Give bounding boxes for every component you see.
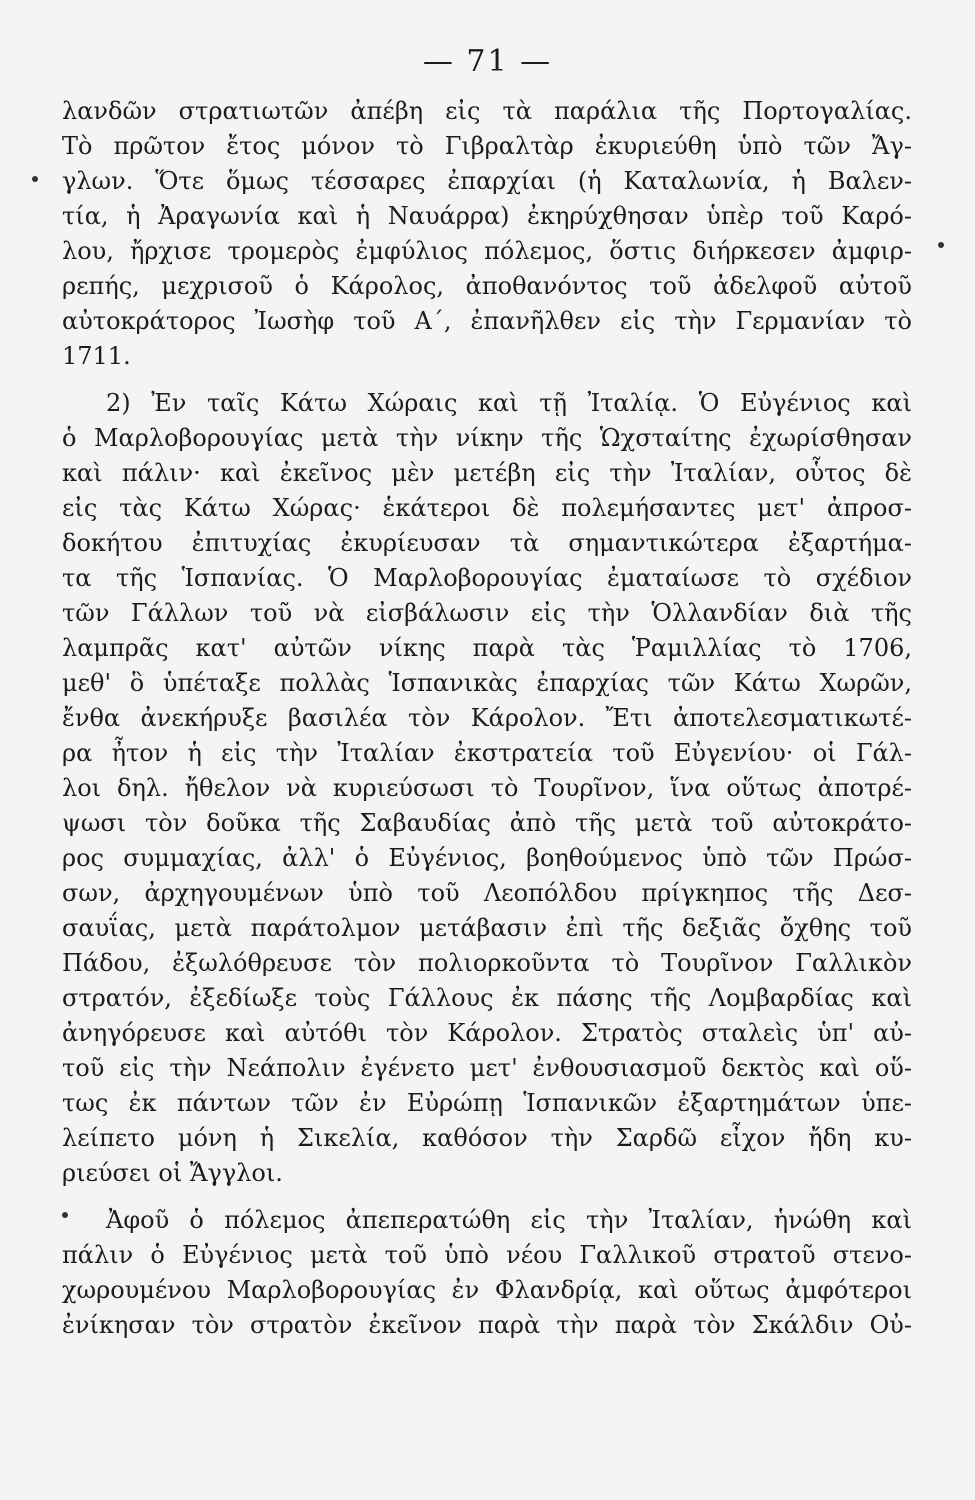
text-line: λείπετο μόνη ἡ Σικελία, καθόσον τὴν Σαρδῶ εἶχον ἤδη κυ-: [62, 1124, 912, 1152]
text-line: αὐτοκράτορος Ἰωσὴφ τοῦ Α΄, ἐπανῆλθεν εἰς τὴν Γερμανίαν τὸ: [62, 307, 912, 335]
text-line: ρεπής, μεχρισοῦ ὁ Κάρολος, ἀποθανόντος τοῦ ἀδελφοῦ αὐτοῦ: [62, 272, 912, 300]
body-text: [62, 94, 912, 1343]
text-line: ρα ἦτον ἡ εἰς τὴν Ἰταλίαν ἐκστρατεία τοῦ Εὐγενίου· οἱ Γάλ-: [62, 739, 912, 767]
text-line: τοῦ εἰς τὴν Νεάπολιν ἐγένετο μετ' ἐνθουσιασμοῦ δεκτὸς καὶ οὕ-: [62, 1054, 912, 1082]
text-line: Πάδου, ἐξωλόθρευσε τὸν πολιορκοῦντα τὸ Τουρῖνον Γαλλικὸν: [62, 949, 912, 977]
text-line: σων, ἀρχηγουμένων ὑπὸ τοῦ Λεοπόλδου πρίγκηπος τῆς Δεσ-: [62, 879, 912, 907]
text-line: Τὸ πρῶτον ἔτος μόνον τὸ Γιβραλτὰρ ἐκυριεύθη ὑπὸ τῶν Ἄγ-: [62, 132, 912, 160]
text-line: Ἀφοῦ ὁ πόλεμος ἀπεπερατώθη εἰς τὴν Ἰταλίαν, ἡνώθη καὶ: [106, 1206, 912, 1234]
text-line: γλων. Ὅτε ὅμως τέσσαρες ἐπαρχίαι (ἡ Καταλωνία, ἡ Βαλεν-: [62, 167, 912, 195]
text-line: τως ἐκ πάντων τῶν ἐν Εὐρώπῃ Ἱσπανικῶν ἐξαρτημάτων ὑπε-: [62, 1089, 912, 1117]
margin-mark: [938, 242, 944, 248]
text-line: τα τῆς Ἱσπανίας. Ὁ Μαρλοβορουγίας ἐματαίωσε τὸ σχέδιον: [62, 564, 912, 592]
paragraph-gap: [62, 374, 912, 386]
text-line: χωρουμένου Μαρλοβορουγίας ἐν Φλανδρίᾳ, καὶ οὕτως ἀμφότεροι: [62, 1276, 912, 1304]
text-line: στρατόν, ἐξεδίωξε τοὺς Γάλλους ἐκ πάσης τῆς Λομβαρδίας καὶ: [62, 984, 912, 1012]
margin-mark: [32, 176, 38, 182]
text-line: λαμπρᾶς κατ' αὐτῶν νίκης παρὰ τὰς Ῥαμιλλίας τὸ 1706,: [62, 634, 912, 662]
text-line: εἰς τὰς Κάτω Χώρας· ἑκάτεροι δὲ πολεμήσαντες μετ' ἀπροσ-: [62, 494, 912, 522]
page-number: — 71 —: [422, 44, 553, 79]
text-line: δοκήτου ἐπιτυχίας ἐκυρίευσαν τὰ σημαντικώτερα ἐξαρτήμα-: [62, 529, 912, 557]
text-line: σαυΐας, μετὰ παράτολμον μετάβασιν ἐπὶ τῆς δεξιᾶς ὄχθης τοῦ: [62, 914, 912, 942]
text-line: λανδῶν στρατιωτῶν ἀπέβη εἰς τὰ παράλια τῆς Πορτογαλίας.: [62, 97, 912, 125]
text-line: τία, ἡ Ἀραγωνία καὶ ἡ Ναυάρρα) ἐκηρύχθησαν ὑπὲρ τοῦ Καρό-: [62, 202, 912, 230]
text-line: ἐνίκησαν τὸν στρατὸν ἐκεῖνον παρὰ τὴν παρὰ τὸν Σκάλδιν Οὐ-: [62, 1311, 912, 1339]
text-line: ὁ Μαρλοβορουγίας μετὰ τὴν νίκην τῆς Ὡχσταίτης ἐχωρίσθησαν: [62, 424, 912, 452]
text-line: λοι δηλ. ἤθελον νὰ κυριεύσωσι τὸ Τουρῖνον, ἵνα οὕτως ἀποτρέ-: [62, 774, 912, 802]
text-line: ψωσι τὸν δοῦκα τῆς Σαβαυδίας ἀπὸ τῆς μετὰ τοῦ αὐτοκράτο-: [62, 809, 912, 837]
text-line: τῶν Γάλλων τοῦ νὰ εἰσβάλωσιν εἰς τὴν Ὁλλανδίαν διὰ τῆς: [62, 599, 912, 627]
text-line: καὶ πάλιν· καὶ ἐκεῖνος μὲν μετέβη εἰς τὴν Ἰταλίαν, οὗτος δὲ: [62, 459, 912, 487]
text-line: λου, ἤρχισε τρομερὸς ἐμφύλιος πόλεμος, ὅστις διήρκεσεν ἀμφιρ-: [62, 237, 912, 265]
text-line: 1711.: [62, 342, 131, 370]
paragraph-gap: [62, 1191, 912, 1203]
text-line: ριεύσει οἱ Ἄγγλοι.: [62, 1159, 283, 1187]
text-line: μεθ' ὃ ὑπέταξε πολλὰς Ἱσπανικὰς ἐπαρχίας τῶν Κάτω Χωρῶν,: [62, 669, 912, 697]
text-line: ρος συμμαχίας, ἀλλ' ὁ Εὐγένιος, βοηθούμενος ὑπὸ τῶν Πρώσ-: [62, 844, 912, 872]
text-line: ἀνηγόρευσε καὶ αὐτόθι τὸν Κάρολον. Στρατὸς σταλεὶς ὑπ' αὐ-: [62, 1019, 912, 1047]
text-line: 2) Ἐν ταῖς Κάτω Χώραις καὶ τῇ Ἰταλίᾳ. Ὁ Εὐγένιος καὶ: [106, 389, 912, 417]
text-line: πάλιν ὁ Εὐγένιος μετὰ τοῦ ὑπὸ νέου Γαλλικοῦ στρατοῦ στενο-: [62, 1241, 912, 1269]
text-line: ἔνθα ἀνεκήρυξε βασιλέα τὸν Κάρολον. Ἔτι ἀποτελεσματικωτέ-: [62, 704, 912, 732]
